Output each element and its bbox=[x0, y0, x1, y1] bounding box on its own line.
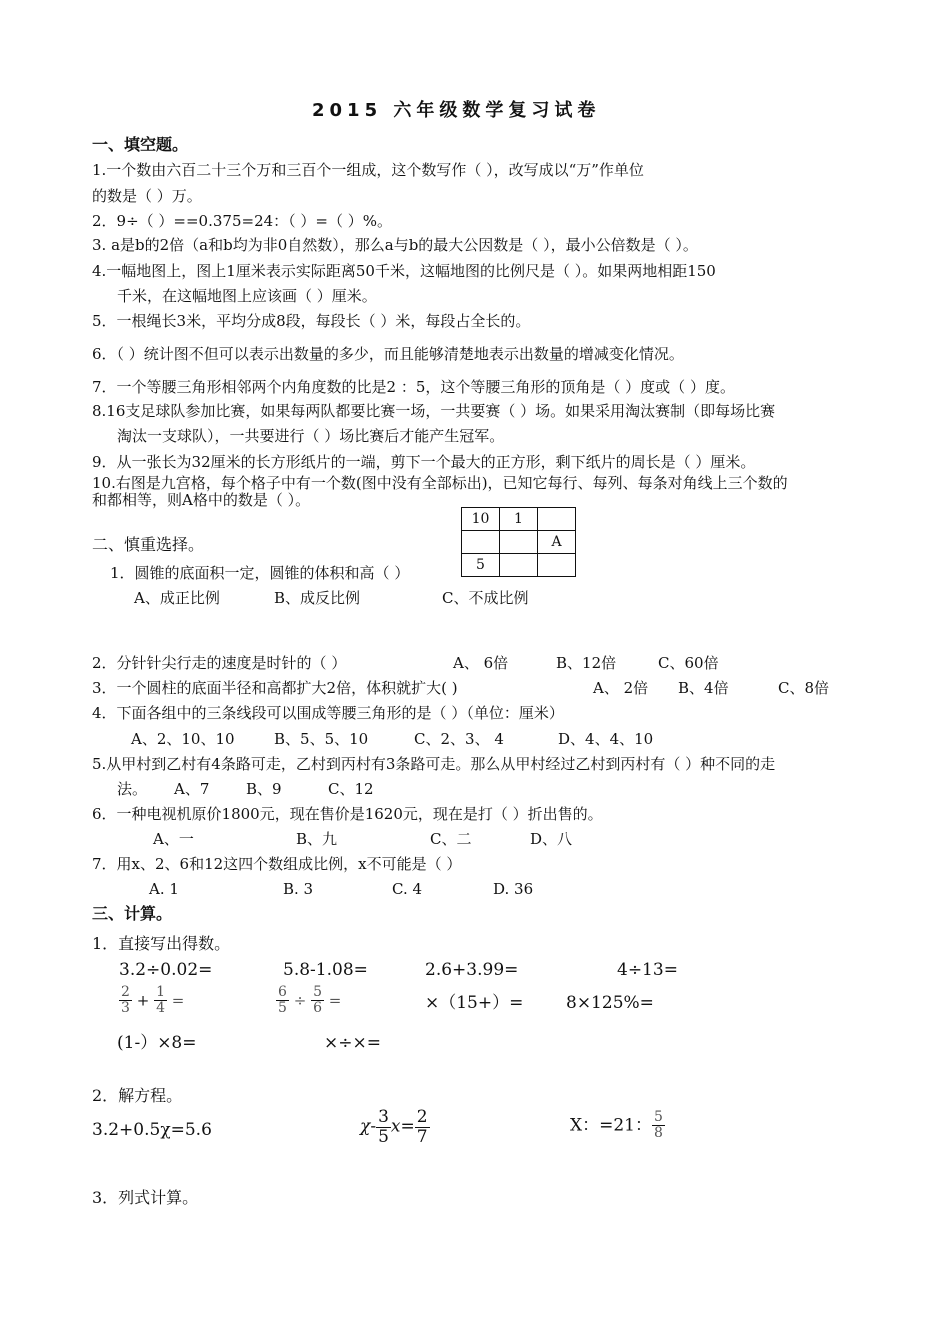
calc-item: 2.6+3.99= bbox=[425, 960, 519, 980]
section-calc-heading: 三、计算。 bbox=[92, 904, 173, 923]
fraction-numerator: 3 bbox=[378, 1107, 389, 1127]
choice-q6-option: D、八 bbox=[530, 830, 573, 848]
grid-cell bbox=[500, 531, 538, 554]
section-fill-blank-heading: 一、填空题。 bbox=[92, 135, 189, 154]
choice-q5-option: A、7 bbox=[174, 780, 210, 798]
q10-line2: 和都相等，则A格中的数是（ ）。 bbox=[92, 491, 311, 509]
grid-cell bbox=[500, 554, 538, 577]
choice-q4-option: D、4、4、10 bbox=[558, 730, 654, 748]
fraction-denominator: 3 bbox=[121, 1000, 130, 1017]
choice-q6: 6．一种电视机原价1800元，现在售价是1620元，现在是打（ ）折出售的。 bbox=[92, 805, 603, 823]
q9: 9．从一张长为32厘米的长方形纸片的一端，剪下一个最大的正方形，剩下纸片的周长是（ ）厘米。 bbox=[92, 453, 756, 471]
choice-q4-option: B、5、5、10 bbox=[274, 730, 369, 748]
fraction-numerator: 5 bbox=[313, 984, 322, 1000]
choice-q3: 3．一个圆柱的底面半径和高都扩大2倍，体积就扩大( ) bbox=[92, 679, 458, 697]
choice-q3-option: A、 2倍 bbox=[593, 679, 649, 697]
calc-item: 4÷13= bbox=[617, 960, 678, 980]
grid-cell: 5 bbox=[462, 554, 500, 577]
fraction-numerator: 5 bbox=[653, 1109, 663, 1125]
calc-item: 8×125%= bbox=[566, 993, 654, 1013]
q4-line1: 4.一幅地图上，图上1厘米表示实际距离50千米，这幅地图的比例尺是（ ）。如果两地相距150 bbox=[92, 262, 716, 280]
grid-cell: 1 bbox=[500, 508, 538, 531]
calc-part2-heading: 2．解方程。 bbox=[92, 1086, 183, 1105]
fraction-denominator: 5 bbox=[378, 1126, 389, 1147]
choice-q5-line1: 5.从甲村到乙村有4条路可走，乙村到丙村有3条路可走。那么从甲村经过乙村到丙村有（ ）种不同的走 bbox=[92, 755, 776, 773]
calc-fraction-add bbox=[119, 985, 184, 1017]
choice-q5-option: B、9 bbox=[246, 780, 282, 798]
choice-q4: 4．下面各组中的三条线段可以围成等腰三角形的是（ ）（单位：厘米） bbox=[92, 704, 564, 722]
fraction-numerator: 6 bbox=[278, 984, 287, 1000]
q2: 2．9÷（ ）==0.375=24：（ ）=（ ）%。 bbox=[92, 212, 393, 230]
equation-2 bbox=[360, 1108, 430, 1146]
equation-3-text: X：=21： bbox=[570, 1115, 652, 1136]
choice-q2-option: A、 6倍 bbox=[453, 654, 509, 672]
choice-q4-option: C、2、3、 4 bbox=[414, 730, 504, 748]
q3: 3. a是b的2倍（a和b均为非0自然数），那么a与b的最大公因数是（ ），最小公倍数是（ ）。 bbox=[92, 236, 698, 254]
calc-part1-heading: 1．直接写出得数。 bbox=[92, 934, 231, 953]
q10-line1: 10.右图是九宫格，每个格子中有一个数(图中没有全部标出)，已知它每行、每列、每条对角线上三个数的 bbox=[92, 474, 788, 492]
choice-q5-option: C、12 bbox=[328, 780, 374, 798]
q1-line2: 的数是（ ）万。 bbox=[92, 187, 202, 205]
choice-q1-option: A、成正比例 bbox=[134, 589, 220, 607]
choice-q7-option: B. 3 bbox=[283, 880, 314, 898]
q8-line1: 8.16支足球队参加比赛，如果每两队都要比赛一场，一共要赛（ ）场。如果采用淘汰赛制（即每场比赛 bbox=[92, 402, 776, 420]
calc-item: ×（15+）= bbox=[425, 993, 524, 1013]
equation-3 bbox=[570, 1110, 665, 1142]
fraction-denominator: 8 bbox=[653, 1125, 663, 1142]
q1-line1: 1.一个数由六百二十三个万和三百个一组成，这个数写作（ ），改写成以“万”作单位 bbox=[92, 161, 644, 179]
calc-item: 5.8-1.08= bbox=[283, 960, 368, 980]
choice-q7-option: C. 4 bbox=[392, 880, 423, 898]
calc-item: (1-）×8= bbox=[117, 1033, 197, 1053]
fraction-denominator: 7 bbox=[416, 1126, 428, 1147]
choice-q7-option: A. 1 bbox=[149, 880, 179, 898]
choice-q3-option: B、4倍 bbox=[678, 679, 729, 697]
grid-cell: A bbox=[538, 531, 576, 554]
choice-q5-line2: 法。 bbox=[117, 780, 148, 798]
grid-cell bbox=[462, 531, 500, 554]
grid-cell bbox=[538, 554, 576, 577]
q4-line2: 千米，在这幅地图上应该画（ ）厘米。 bbox=[117, 287, 377, 305]
grid-cell bbox=[538, 508, 576, 531]
equation-1: 3.2+0.5χ=5.6 bbox=[92, 1120, 212, 1140]
operator: ÷ bbox=[293, 991, 307, 1010]
choice-q2-option: C、60倍 bbox=[658, 654, 719, 672]
equals: = bbox=[328, 991, 342, 1010]
equals: = bbox=[400, 1116, 415, 1137]
choice-q1-option: C、不成比例 bbox=[442, 589, 529, 607]
variable: x bbox=[390, 1116, 401, 1137]
q6: 6．（ ）统计图不但可以表示出数量的多少，而且能够清楚地表示出数量的增减变化情况。 bbox=[92, 345, 684, 363]
grid-cell: 10 bbox=[462, 508, 500, 531]
choice-q4-option: A、2、10、10 bbox=[131, 730, 235, 748]
equals: = bbox=[171, 991, 185, 1010]
fraction-denominator: 5 bbox=[278, 1000, 287, 1017]
fraction-numerator: 1 bbox=[156, 984, 165, 1000]
choice-q2: 2．分针针尖行走的速度是时针的（ ） bbox=[92, 654, 347, 672]
choice-q6-option: C、二 bbox=[430, 830, 472, 848]
choice-q1: 1．圆锥的底面积一定，圆锥的体积和高（ ） bbox=[110, 564, 410, 582]
nine-square-grid bbox=[461, 507, 576, 577]
choice-q3-option: C、8倍 bbox=[778, 679, 830, 697]
choice-q6-option: A、一 bbox=[153, 830, 194, 848]
operator: + bbox=[136, 991, 150, 1010]
fraction-numerator: 2 bbox=[121, 984, 130, 1000]
choice-q7-option: D. 36 bbox=[493, 880, 534, 898]
calc-part3-heading: 3．列式计算。 bbox=[92, 1188, 199, 1207]
fraction-numerator: 2 bbox=[416, 1107, 428, 1127]
operator: - bbox=[370, 1116, 377, 1137]
choice-q2-option: B、12倍 bbox=[556, 654, 617, 672]
calc-item: 3.2÷0.02= bbox=[119, 960, 213, 980]
calc-fraction-divide bbox=[276, 985, 341, 1017]
section-choice-heading: 二、慎重选择。 bbox=[92, 535, 205, 554]
calc-item: ×÷×= bbox=[324, 1033, 381, 1053]
q5: 5．一根绳长3米，平均分成8段，每段长（ ）米，每段占全长的。 bbox=[92, 312, 531, 330]
q7: 7．一个等腰三角形相邻两个内角度数的比是2 ：5，这个等腰三角形的顶角是（ ）度或（ ）度。 bbox=[92, 378, 735, 396]
page-title: 2015 六年级数学复习试卷 bbox=[312, 100, 601, 121]
fraction-denominator: 4 bbox=[156, 1000, 165, 1017]
choice-q6-option: B、九 bbox=[296, 830, 338, 848]
choice-q7: 7．用x、2、6和12这四个数组成比例，x不可能是（ ） bbox=[92, 855, 462, 873]
q8-line2: 淘汰一支球队），一共要进行（ ）场比赛后才能产生冠军。 bbox=[117, 427, 505, 445]
fraction-denominator: 6 bbox=[313, 1000, 322, 1017]
variable: χ bbox=[360, 1116, 371, 1137]
choice-q1-option: B、成反比例 bbox=[274, 589, 361, 607]
